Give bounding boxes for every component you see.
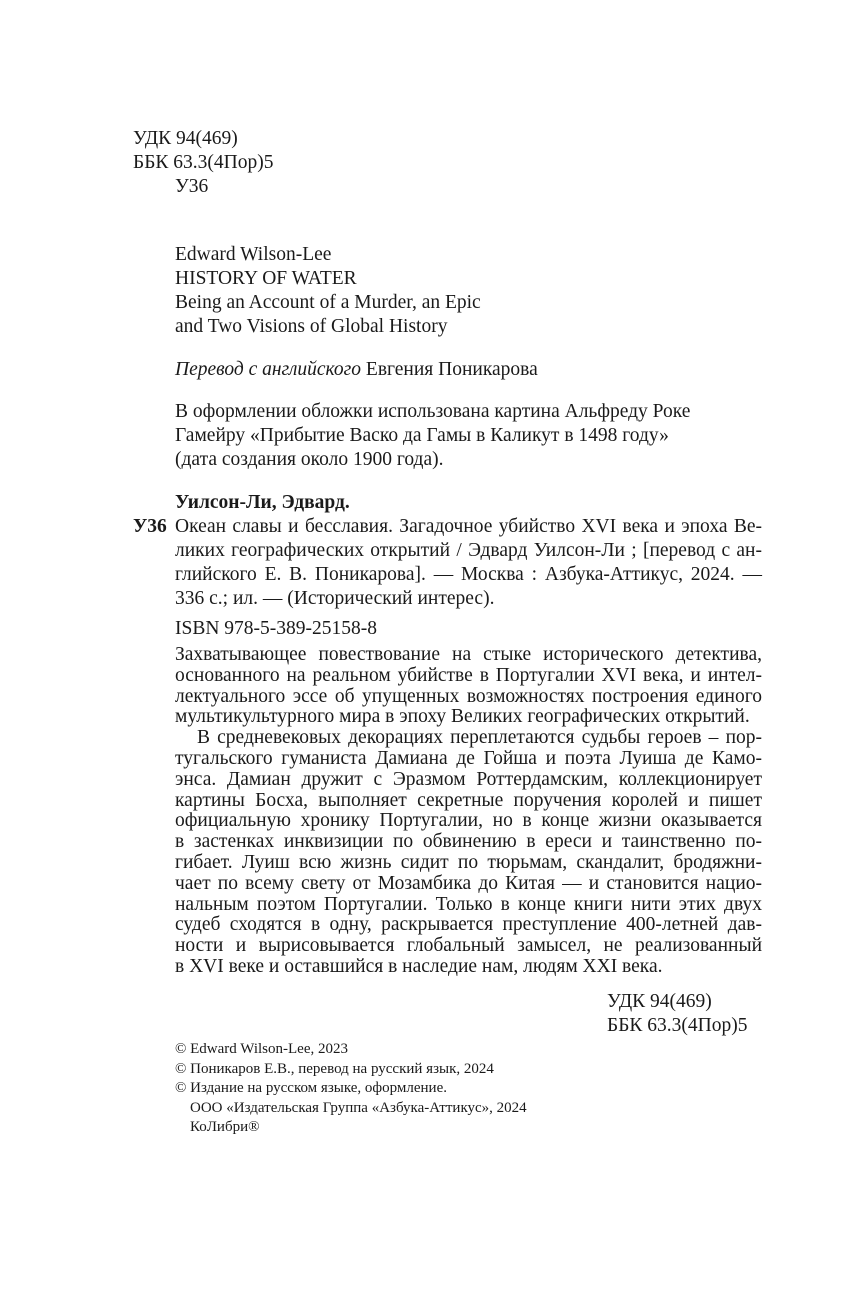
classification-codes <box>133 127 273 199</box>
copyright-line: ООО «Издательская Группа «Азбука-Аттикус», 2024 <box>190 1099 527 1116</box>
original-subtitle-line: and Two Visions of Global History <box>175 316 448 337</box>
annotation-line: судеб сходятся в одну, раскрывается преступление 400-летней дав- <box>175 914 762 936</box>
author-sign: У36 <box>133 516 167 537</box>
original-title-block <box>175 243 762 339</box>
bibliographic-record <box>133 491 762 641</box>
annotation-line: в застенках инквизиции по обвинению в ереси и таинственно по- <box>175 831 762 853</box>
cover-note <box>175 400 762 472</box>
footer-classification-codes <box>607 990 747 1038</box>
cover-note-line: (дата создания около 1900 года). <box>175 449 444 470</box>
annotation-line: основанного на реальном убийстве в Португалии XVI века, и интел- <box>175 664 762 686</box>
isbn: ISBN 978-5-389-25158-8 <box>175 618 378 639</box>
copyright-block <box>175 1040 527 1138</box>
author-heading: Уилсон-Ли, Эдвард. <box>175 492 350 513</box>
annotation-line: гибает. Луиш всю жизнь сидит по тюрьмам, скандалит, бродяжни- <box>175 851 762 873</box>
annotation-line: картины Босха, выполняет секретные поручения королей и пишет <box>175 789 762 811</box>
bbk-code: ББК 63.3(4Пор)5 <box>133 152 274 173</box>
annotation-line: В средневековых декорациях переплетаются судьбы героев – пор- <box>197 727 762 749</box>
record-line: Океан славы и бесславия. Загадочное убийство XVI века и эпоха Ве- <box>175 516 762 537</box>
translation-credit <box>175 358 762 382</box>
cover-note-line: В оформлении обложки использована картина Альфреду Роке <box>175 401 691 422</box>
record-line: ликих географических открытий / Эдвард Уилсон-Ли ; [перевод с ан- <box>175 540 762 561</box>
record-line: глийского Е. В. Поникарова]. — Москва : Азбука-Аттикус, 2024. — <box>175 564 762 585</box>
annotation-line: тугальского гуманиста Дамиана де Гойша и поэта Луиша де Камо- <box>175 747 762 769</box>
copyright-line: © Поникаров Е.В., перевод на русский язык, 2024 <box>175 1060 494 1077</box>
udk-code: УДК 94(469) <box>133 128 238 149</box>
copyright-line: КоЛибри® <box>190 1119 260 1136</box>
translation-label: Перевод с английского <box>175 359 362 380</box>
annotation-line: нальным поэтом Португалии. Только в конце книги нити этих двух <box>175 893 762 915</box>
annotation-line: в XVI веке и оставшийся в наследие нам, людям XXI века. <box>175 955 663 977</box>
translator-name: Евгения Поникарова <box>365 359 538 380</box>
copyright-line: © Edward Wilson-Lee, 2023 <box>175 1041 348 1057</box>
original-subtitle-line: Being an Account of a Murder, an Epic <box>175 292 481 313</box>
annotation-line: чает по всему свету от Мозамбика до Китая — и становится нацио- <box>175 872 762 894</box>
bbk-code: ББК 63.3(4Пор)5 <box>607 1015 748 1036</box>
annotation-line: ности и вырисовывается глобальный замысел, не реализованный <box>175 935 762 957</box>
annotation-line: энса. Дамиан дружит с Эразмом Роттердамским, коллекционирует <box>175 768 762 790</box>
cover-note-line: Гамейру «Прибытие Васко да Гамы в Каликут в 1498 году» <box>175 425 669 446</box>
annotation-line: мультикультурного мира в эпоху Великих географических открытий. <box>175 706 750 728</box>
annotation-line: Захватывающее повествование на стыке исторического детектива, <box>175 644 762 665</box>
annotation <box>175 645 762 978</box>
record-line: 336 с.; ил. — (Исторический интерес). <box>175 588 495 609</box>
original-author: Edward Wilson-Lee <box>175 244 332 265</box>
author-sign: У36 <box>175 176 209 197</box>
original-title: HISTORY OF WATER <box>175 268 357 289</box>
udk-code: УДК 94(469) <box>607 991 712 1012</box>
annotation-line: официальную хронику Португалии, но в конце жизни оказывается <box>175 810 762 832</box>
copyright-line: © Издание на русском языке, оформление. <box>175 1080 447 1097</box>
annotation-line: лектуального эссе об упущенных возможностях построения единого <box>175 685 762 707</box>
